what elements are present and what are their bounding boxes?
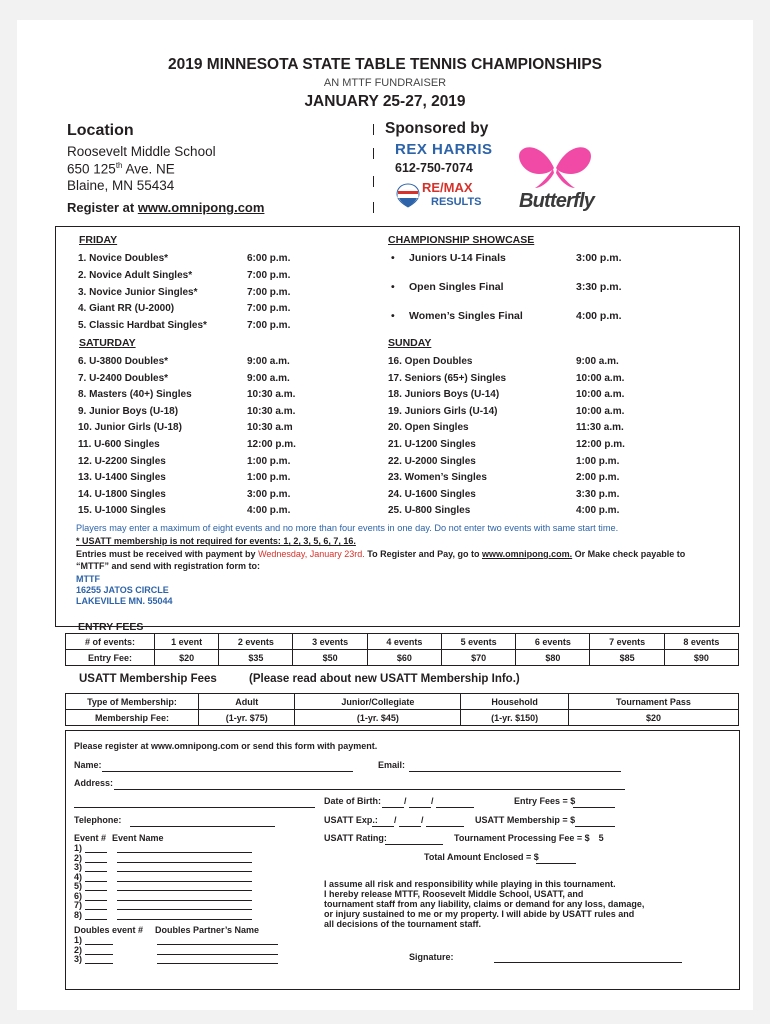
check-payable-note: “MTTF” and send with registration form to:: [76, 561, 260, 571]
showcase-event-name: Women’s Singles Final: [409, 310, 523, 322]
name-label: Name:: [74, 760, 102, 770]
mailing-address: MTTF 16255 JATOS CIRCLE LAKEVILLE MN. 55044: [76, 574, 173, 606]
event-number-field[interactable]: [85, 871, 107, 872]
event-time: 1:00 p.m.: [576, 455, 620, 467]
event-name: 23. Women’s Singles: [388, 472, 487, 484]
event-name: 5. Classic Hardbat Singles*: [78, 320, 207, 332]
event-time: 4:00 p.m.: [247, 505, 291, 517]
event-time: 1:00 p.m.: [247, 455, 291, 467]
event-time: 2:00 p.m.: [576, 472, 620, 484]
event-time: 7:00 p.m.: [247, 303, 291, 315]
remax-results: RESULTS: [431, 196, 482, 208]
event-name: 9. Junior Boys (U-18): [78, 405, 179, 417]
event-name: 7. U-2400 Doubles*: [78, 372, 169, 384]
telephone-label: Telephone:: [74, 815, 122, 825]
event-time: 10:30 a.m: [247, 422, 293, 434]
entry-fee-cell: $60: [367, 650, 441, 666]
event-name: 2. Novice Adult Singles*: [78, 269, 193, 281]
event-name: 25. U-800 Singles: [388, 505, 471, 517]
event-time: 10:30 a.m.: [247, 389, 296, 401]
doubles-partner-field[interactable]: [157, 963, 278, 964]
event-time: 10:00 a.m.: [576, 405, 625, 417]
membership-type-cell: Junior/Collegiate: [295, 694, 461, 710]
membership-type-cell: Household: [461, 694, 569, 710]
membership-type-cell: Adult: [199, 694, 295, 710]
signature-label: Signature:: [409, 952, 454, 962]
showcase-event-time: 3:30 p.m.: [576, 281, 622, 293]
event-row-number: 8): [74, 909, 83, 920]
event-row-number: 7): [74, 900, 83, 910]
event-number-field[interactable]: [85, 890, 107, 891]
doubles-event-field[interactable]: [85, 963, 113, 964]
address-line-2-field[interactable]: [74, 807, 315, 808]
event-time: 9:00 a.m.: [247, 372, 290, 384]
event-name: 12. U-2200 Singles: [78, 455, 166, 467]
event-count-cell: 1 event: [155, 634, 219, 650]
event-name: 21. U-1200 Singles: [388, 439, 476, 450]
usatt-rating-label: USATT Rating:: [324, 833, 387, 843]
showcase-event-name: Juniors U-14 Finals: [409, 252, 506, 264]
event-name-field[interactable]: [117, 919, 252, 920]
remax-logo: RE/MAX: [422, 180, 473, 195]
entry-fees-heading: ENTRY FEES: [78, 621, 144, 633]
event-name: 17. Seniors (65+) Singles: [388, 372, 507, 384]
event-time: 10:00 a.m.: [576, 389, 625, 401]
sponsor-phone: 612-750-7074: [395, 161, 473, 175]
entry-fees-table: [65, 633, 739, 666]
event-time: 7:00 p.m.: [247, 269, 291, 281]
event-name-field[interactable]: [117, 862, 252, 863]
event-name-field[interactable]: [117, 909, 252, 910]
saturday-heading: SATURDAY: [79, 337, 136, 349]
divider: [373, 148, 374, 159]
butterfly-wordmark: Butterfly: [519, 190, 595, 212]
location-heading: Location: [67, 122, 134, 139]
event-name: 4. Giant RR (U-2000): [78, 303, 175, 315]
event-count-cell: 5 events: [441, 634, 515, 650]
register-link[interactable]: www.omnipong.com: [137, 200, 265, 215]
event-row-number: 2): [74, 852, 83, 863]
event-time: 6:00 p.m.: [247, 253, 291, 264]
venue-name: Roosevelt Middle School: [67, 144, 216, 159]
divider: [373, 202, 374, 213]
event-name: 14. U-1800 Singles: [78, 488, 166, 500]
sponsor-name: REX HARRIS: [395, 141, 493, 158]
max-events-note: Players may enter a maximum of eight events and no more than four events in one day. Do not enter two events with same start time.: [76, 523, 619, 533]
page-title: 2019 MINNESOTA STATE TABLE TENNIS CHAMPIONSHIPS: [167, 56, 603, 73]
event-time: 1:00 p.m.: [247, 472, 291, 484]
dob-day-field[interactable]: [409, 807, 431, 808]
liability-release: I assume all risk and responsibility while playing in this tournament. I hereby release MTTF, Roosevelt Middle School, USATT, and tournament staff from any liability, claims or demand for any loss, damage, or injury sustained to me or my property. I will abide by USATT rules and all decisions of the tournament staff.: [324, 879, 645, 929]
event-time: 11:30 a.m.: [576, 422, 624, 434]
divider: [373, 124, 374, 135]
event-time: 9:00 a.m.: [247, 356, 290, 367]
membership-table: [65, 693, 739, 726]
register-line: Register at www.omnipong.com: [67, 200, 265, 215]
membership-type-cell: Tournament Pass: [568, 694, 738, 710]
butterfly-logo-icon: [517, 138, 593, 190]
venue-city: Blaine, MN 55434: [67, 178, 175, 193]
usatt-exp-day-field[interactable]: [399, 826, 421, 827]
membership-fee-cell: (1-yr. $75): [199, 710, 295, 726]
page-subtitle: AN MTTF FUNDRAISER: [323, 77, 447, 89]
usatt-rating-field[interactable]: [385, 844, 443, 845]
event-name: 10. Junior Girls (U-18): [78, 422, 182, 434]
divider: [373, 176, 374, 187]
address-label: Address:: [74, 778, 114, 788]
row-label: Type of Membership:: [66, 694, 199, 710]
membership-heading: USATT Membership Fees: [79, 673, 217, 685]
row-label: Membership Fee:: [66, 710, 199, 726]
event-time: 10:30 a.m.: [247, 405, 296, 417]
doubles-event-header: Doubles event #: [74, 925, 144, 935]
dob-year-field[interactable]: [436, 807, 474, 808]
doubles-row-number: 1): [74, 935, 83, 945]
entry-fee-cell: $80: [516, 650, 590, 666]
name-field[interactable]: [102, 771, 353, 772]
membership-fee-cell: $20: [568, 710, 738, 726]
doubles-partner-header: Doubles Partner’s Name: [155, 925, 260, 935]
email-label: Email:: [378, 760, 406, 770]
event-count-cell: 3 events: [293, 634, 367, 650]
row-label: # of events:: [66, 634, 155, 650]
doubles-row-number: 3): [74, 954, 83, 964]
event-time: 7:00 p.m.: [247, 320, 291, 332]
event-count-cell: 6 events: [516, 634, 590, 650]
total-amount-field[interactable]: [536, 863, 576, 864]
event-row-number: 4): [74, 871, 83, 882]
signature-field[interactable]: [494, 962, 682, 963]
event-row-number: 5): [74, 881, 83, 891]
event-count-cell: 2 events: [219, 634, 293, 650]
event-name: 15. U-1000 Singles: [78, 505, 166, 517]
event-time: 4:00 p.m.: [576, 505, 620, 517]
event-name: 13. U-1400 Singles: [78, 472, 166, 484]
entry-fee-cell: $35: [219, 650, 293, 666]
event-name-field[interactable]: [117, 900, 252, 901]
dob-month-field[interactable]: [382, 807, 404, 808]
entry-fees-total-field[interactable]: [573, 807, 615, 808]
doubles-partner-field[interactable]: [157, 954, 278, 955]
event-number-field[interactable]: [85, 900, 107, 901]
showcase-event-time: 4:00 p.m.: [576, 310, 622, 322]
usatt-membership-label: USATT Membership = $: [475, 815, 576, 825]
event-name-field[interactable]: [117, 881, 252, 882]
usatt-exp-year-field[interactable]: [426, 826, 464, 827]
event-name-header: Event Name: [112, 833, 164, 843]
event-name: 16. Open Doubles: [388, 356, 473, 367]
event-number-field[interactable]: [85, 862, 107, 863]
event-name: 18. Juniors Boys (U-14): [388, 389, 500, 401]
event-name-field[interactable]: [117, 890, 252, 891]
event-time: 12:00 p.m.: [247, 439, 296, 450]
usatt-exp-month-field[interactable]: [372, 826, 394, 827]
event-name: 24. U-1600 Singles: [388, 488, 476, 500]
event-name: 11. U-600 Singles: [78, 439, 160, 450]
doubles-partner-field[interactable]: [157, 944, 278, 945]
usatt-membership-field[interactable]: [575, 826, 615, 827]
event-time: 3:30 p.m.: [576, 488, 620, 500]
event-time: 9:00 a.m.: [576, 356, 619, 367]
membership-fee-cell: (1-yr. $45): [295, 710, 461, 726]
event-number-field[interactable]: [85, 852, 107, 853]
usatt-exp-label: USATT Exp.:: [324, 815, 378, 825]
bullet: •: [391, 310, 395, 322]
event-time: 10:00 a.m.: [576, 372, 625, 384]
event-name-field[interactable]: [117, 852, 252, 853]
event-name: 6. U-3800 Doubles*: [78, 356, 169, 367]
entries-deadline-note: Entries must be received with payment by Wednesday, January 23rd. To Register and Pay, go to www.omnipong.com. Or Make check payable to: [76, 549, 686, 559]
event-number-field[interactable]: [85, 881, 107, 882]
event-row-number: 6): [74, 890, 83, 901]
showcase-event-name: Open Singles Final: [409, 281, 504, 293]
event-count-cell: 4 events: [367, 634, 441, 650]
bullet: •: [391, 281, 395, 293]
doubles-event-field[interactable]: [85, 954, 113, 955]
processing-fee-label: Tournament Processing Fee = $ 5: [454, 833, 604, 843]
event-row-number: 3): [74, 862, 83, 872]
usatt-note: * USATT membership is not required for events: 1, 2, 3, 5, 6, 7, 16.: [76, 536, 356, 546]
event-time: 3:00 p.m.: [247, 488, 291, 500]
membership-fee-cell: (1-yr. $150): [461, 710, 569, 726]
remax-balloon-icon: [396, 183, 420, 209]
event-row-number: 1): [74, 843, 83, 853]
event-name: 8. Masters (40+) Singles: [78, 389, 192, 401]
event-name: 1. Novice Doubles*: [78, 253, 169, 264]
form-intro: Please register at www.omnipong.com or send this form with payment.: [74, 741, 378, 751]
event-number-field[interactable]: [85, 909, 107, 910]
entry-fee-cell: $50: [293, 650, 367, 666]
sponsor-heading: Sponsored by: [385, 120, 489, 137]
bullet: •: [391, 252, 395, 264]
venue-street: 650 125th Ave. NE: [67, 161, 175, 177]
event-name-field[interactable]: [117, 871, 252, 872]
doubles-event-field[interactable]: [85, 944, 113, 945]
email-field[interactable]: [409, 771, 621, 772]
showcase-event-time: 3:00 p.m.: [576, 252, 622, 264]
event-time: 7:00 p.m.: [247, 286, 291, 298]
omnipong-link[interactable]: www.omnipong.com.: [481, 549, 573, 559]
event-number-field[interactable]: [85, 919, 107, 920]
event-name: 3. Novice Junior Singles*: [78, 286, 198, 298]
event-name: 22. U-2000 Singles: [388, 455, 476, 467]
row-label: Entry Fee:: [66, 650, 155, 666]
telephone-field[interactable]: [130, 826, 275, 827]
entry-fees-total-label: Entry Fees = $: [514, 796, 576, 806]
doubles-row-number: 2): [74, 944, 83, 955]
total-amount-label: Total Amount Enclosed = $: [424, 852, 539, 862]
entry-fee-cell: $70: [441, 650, 515, 666]
event-count-cell: 8 events: [664, 634, 738, 650]
showcase-heading: CHAMPIONSHIP SHOWCASE: [388, 234, 535, 246]
entry-fee-cell: $20: [155, 650, 219, 666]
event-dates: JANUARY 25-27, 2019: [304, 93, 466, 110]
address-field[interactable]: [114, 789, 625, 790]
friday-heading: FRIDAY: [79, 234, 118, 246]
event-count-cell: 7 events: [590, 634, 664, 650]
entry-fee-cell: $90: [664, 650, 738, 666]
event-name: 19. Juniors Girls (U-14): [388, 405, 498, 417]
event-name: 20. Open Singles: [388, 422, 469, 434]
entry-fee-cell: $85: [590, 650, 664, 666]
event-number-header: Event #: [74, 833, 107, 843]
dob-label: Date of Birth:: [324, 796, 381, 806]
event-time: 12:00 p.m.: [576, 439, 625, 450]
registration-form-page: 2019 MINNESOTA STATE TABLE TENNIS CHAMPIONSHIPS AN MTTF FUNDRAISER JANUARY 25-27, 2019 Location Roosevelt Middle School 650 125th Ave. NE Blaine, MN 55434 Register at www.omnipong.com Sponsored by REX HARRIS 612-750-7074 RE/MAX RESULTS Butterfly FRIDAY CHAMPIONSHIP SHOWCASE 1. Novice Doubles* 6:00 p.m. 2. Novice Adult Singles* 7:00 p.m. 3. Novice Junior Singles* 7:00 p.m. 4. Giant RR (U-2000) 7:00 p.m. 5. Classic Hardbat Singles* 7:00 p.m. • Juniors U-14 Finals 3:00 p.m. • Open Singles Final 3:30 p.m. • Women’s Singles Final 4:00 p.m. SATURDAY SUNDAY 6. U-3800 Doubles* 9:00 a.m. 7. U-2400 Doubles* 9:00 a.m. 8. Masters (40+) Singles 10:30 a.m. 9. Junior Boys (U-18) 10:30 a.m. 10. Junior Girls (U-18) 10:30 a.m 11. U-600 Singles 12:00 p.m. 12. U-2200 Singles 1:00 p.m. 13. U-1400 Singles 1:00 p.m. 14. U-1800 Singles 3:00 p.m. 15. U-1000 Singles 4:00 p.m. 16. Open Doubles 9:00 a.m. 17. Seniors (65+) Singles 10:00 a.m. 18. Juniors Boys (U-14) 10:00 a.m. 19. Juniors Girls (U-14) 10:00 a.m. 20. Open Singles 11:30 a.m. 21. U-1200 Singles 12:00 p.m. 22. U-2000 Singles 1:00 p.m. 23. Women’s Singles 2:00 p.m. 24. U-1600 Singles 3:30 p.m. 25. U-800 Singles 4:00 p.m. Players may enter a maximum of eight events and no more than four events in one day. Do not enter two events with same start time. * USATT membership is not required for events: 1, 2, 3, 5, 6, 7, 16. Entries must be received with payment by Wednesday, January 23rd. To Register and Pay, go to www.omnipong.com. Or Make check payable to “MTTF” and send with registration form to: MTTF 16255 JATOS CIRCLE LAKEVILLE MN. 55044 ENTRY FEES # of events: 1 event 2 events 3 events 4 events 5 events 6 events 7 events 8 events Entry Fee: $20 $35 $50 $60 $70 $80 $85 $90 USATT Membership Fees (Please read about new USATT Membership Info.) Type of Membership: Adult Junior/Collegiate Household Tournament Pass Membership Fee: (1-yr. $75) (1-yr. $45) (1-yr. $150) $20 Please register at www.omnipong.com or send this form with payment. Name: Email: Address: Date of Birth: / / Entry Fees = $ Telephone: USATT Exp.: / / USATT Membership = $ Event # Event Name USATT Rating: Tournament Processing Fee = $ 5 1) 2) 3) 4) 5) 6) 7) 8) Total Amount Enclosed = $ I assume all risk and responsibility while playing in this tournament. I hereby release MTTF, Roosevelt Middle School, USATT, and tournament staff from any liability, claims or demand for any loss, damage, or injury sustained to me or my property. I will abide by USATT rules and all decisions of the tournament staff. Doubles event # Doubles Partner’s Name 1) 2) 3) Signature:: [17, 20, 753, 1010]
sunday-heading: SUNDAY: [388, 337, 432, 349]
membership-note: (Please read about new USATT Membership Info.): [249, 673, 520, 685]
